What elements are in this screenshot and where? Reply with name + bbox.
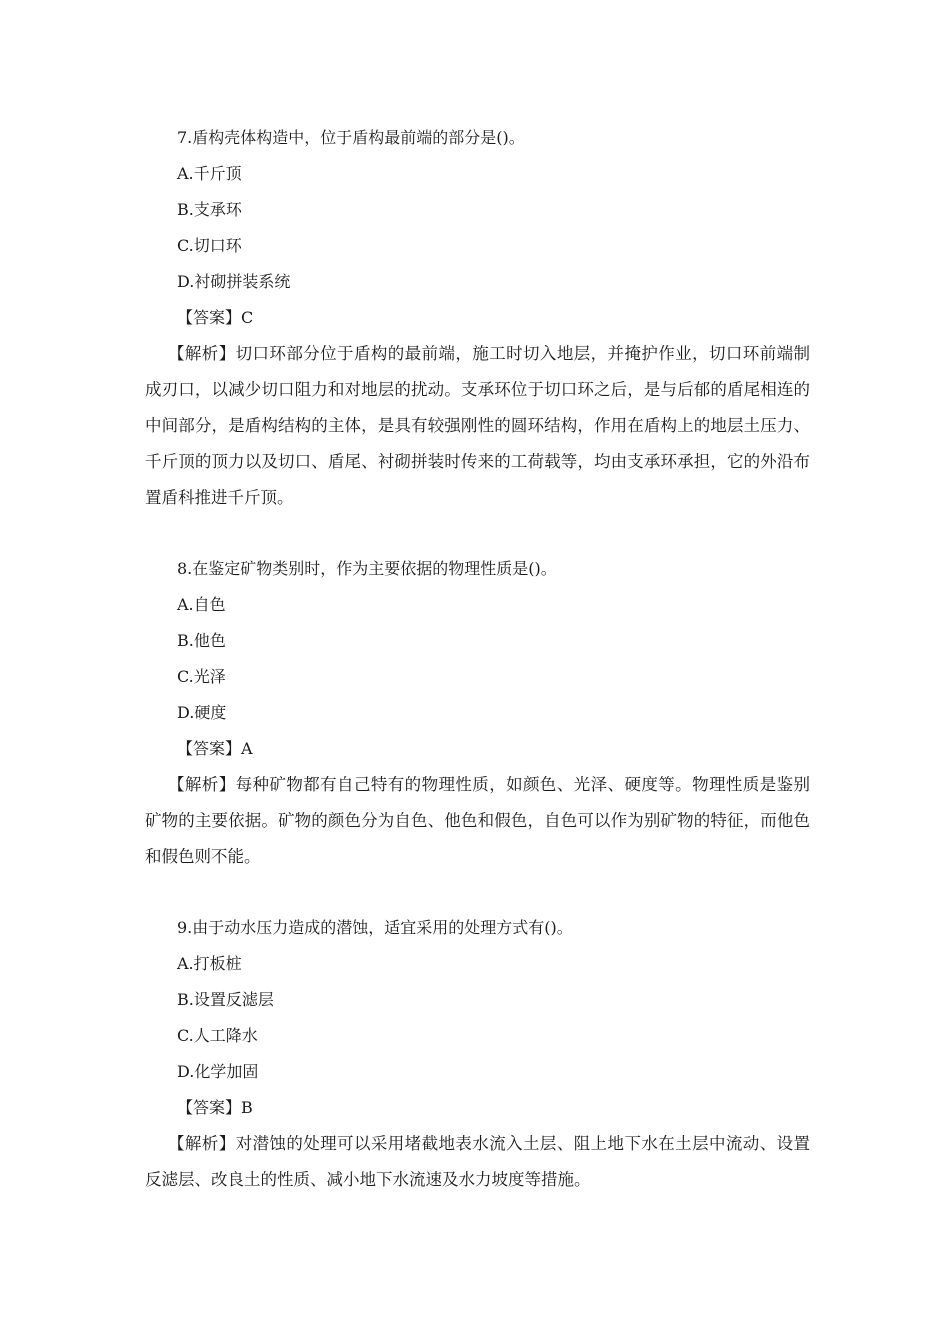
analysis: 【解析】对潜蚀的处理可以采用堵截地表水流入土层、阻上地下水在土层中流动、设置反滤层、改良土的性质、减小地下水流速及水力坡度等措施。	[145, 1134, 810, 1189]
option-a: A.千斤顶	[177, 164, 242, 183]
question-7	[145, 120, 810, 516]
question-9	[145, 910, 810, 1198]
option-d: D.硬度	[177, 703, 227, 722]
option-b: B.支承环	[177, 200, 242, 219]
question-stem: 9.由于动水压力造成的潜蚀，适宜采用的处理方式有()。	[177, 918, 573, 937]
option-c: C.切口环	[177, 236, 242, 255]
option-b: B.设置反滤层	[177, 990, 274, 1009]
question-stem: 8.在鉴定矿物类别时，作为主要依据的物理性质是()。	[177, 559, 557, 578]
option-b: B.他色	[177, 631, 226, 650]
option-d: D.衬砌拼装系统	[177, 272, 291, 291]
option-d: D.化学加固	[177, 1062, 259, 1081]
answer: 【答案】A	[177, 739, 253, 758]
option-c: C.光泽	[177, 667, 226, 686]
answer: 【答案】C	[177, 308, 254, 327]
analysis: 【解析】每种矿物都有自己特有的物理性质，如颜色、光泽、硬度等。物理性质是鉴别矿物的主要依据。矿物的颜色分为自色、他色和假色，自色可以作为别矿物的特征，而他色和假色则不能。	[145, 775, 810, 866]
option-a: A.自色	[177, 595, 226, 614]
question-stem: 7.盾构壳体构造中，位于盾构最前端的部分是()。	[177, 128, 525, 147]
option-c: C.人工降水	[177, 1026, 258, 1045]
answer: 【答案】B	[177, 1098, 253, 1117]
option-a: A.打板桩	[177, 954, 242, 973]
analysis: 【解析】切口环部分位于盾构的最前端，施工时切入地层，并掩护作业，切口环前端制成刃口，以减少切口阻力和对地层的扰动。支承环位于切口环之后，是与后郁的盾尾相连的中间部分，是盾构结构的主体，是具有较强刚性的圆环结构，作用在盾构上的地层土压力、千斤顶的顶力以及切口、盾尾、衬砌拼装时传来的工荷载等，均由支承环承担，它的外沿布置盾科推进千斤顶。	[145, 344, 810, 507]
question-8	[145, 551, 810, 875]
